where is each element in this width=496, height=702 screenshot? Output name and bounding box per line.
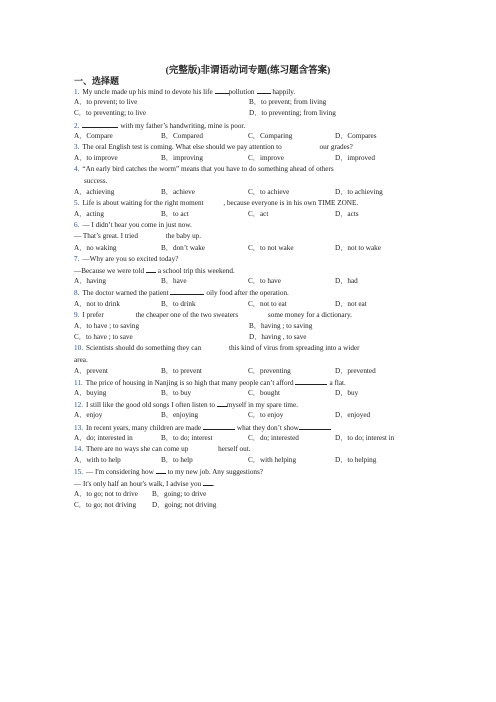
option[interactable]: B．to drink	[161, 299, 196, 308]
option[interactable]: D．not eat	[335, 299, 367, 308]
option[interactable]: A．to go; not to drive	[74, 489, 138, 498]
option[interactable]: C．Comparing	[248, 131, 293, 140]
option[interactable]: B．to help	[161, 456, 193, 465]
option[interactable]: C．act	[248, 210, 269, 219]
option[interactable]: C．to have ; to save	[74, 333, 133, 342]
option[interactable]: B．achieve	[161, 187, 195, 196]
option[interactable]: D．enjoyed	[335, 411, 371, 420]
question-list: 1. My uncle made up his mind to devote his life pollution happily. A．to prevent; to live B．to prevent; from living C．to preventing; to live D．to preventing; from living 2. with my father’s handwriting, mine is poor. A．Compare B．Compared C．Comparing D．Compares 3. The oral English test is coming. What else should we pay attention to our grades? A．to improve B．improving C．improve D．improved 4. “An early bird catches the worm” means that you have to do something ahead of others success. A．achieving B．achieve C．to achieve D．to achieving 5. Life is about waiting for the right moment , because everyone is in his own TIME ZONE. A．acting B．to act C．act D．acts 6. — I didn’t hear you come in just now. — That’s great. I tried the baby up. A．no waking B．don’t wake C．to not wake D．not to wake 7. —Why are you so excited today? —Because we were told a school trip this weekend. A．having B．have C．to have D．had 8. The doctor warned the patient oily food after the operation. A．not to drink B．to drink C．not to eat D．not eat 9. I prefer the cheaper one of the two sweaters some money for a dictionary. A．to have ; to saving B．having ; to saving C．to have ; to save D．having , to save 10. Scientists should do something they can this kind of virus from spreading into a wider area. A．prevent B．to prevent C．preventing D．prevented 11. The price of housing in Nanjing is so high that many people can’t afford a flat. A．buying B．to buy C．bought D．buy 12. I still like the good old songs I often listen to myself in my spare time. A．enjoy B．enjoying C．to enjoy D．enjoyed 13. In recent years, many children are made what they don’t show A．do; interested in B．to do; interest C．do; interested D．to do; interest in 14. There are no ways she can come up herself out. A．with to help B．to help C．with helping D．to helping 15. — I'm considering how to my new job. Any suggestions? — It's only half an hour's walk, I advise you . A．to go; not to drive B．going; to drive C．to go; not driving D．going; not driving	[74, 86, 434, 511]
option[interactable]: A．achieving	[74, 187, 115, 196]
option[interactable]: A．to improve	[74, 154, 118, 163]
question-12: 12. I still like the good old songs I often listen to myself in my spare time.	[74, 401, 299, 410]
option[interactable]: C．to enjoy	[248, 411, 284, 420]
option[interactable]: C．bought	[248, 389, 280, 398]
option[interactable]: A．buying	[74, 389, 107, 398]
option[interactable]: D．to achieving	[335, 187, 383, 196]
option[interactable]: B．improving	[161, 154, 203, 163]
question-2: 2. with my father’s handwriting, mine is poor.	[74, 121, 246, 130]
option[interactable]: A．to have ; to saving	[74, 321, 140, 330]
option[interactable]: B．to prevent	[161, 366, 202, 375]
question-4: 4. “An early bird catches the worm” means that you have to do something ahead of others	[74, 165, 334, 174]
question-13: 13. In recent years, many children are made what they don’t show	[74, 422, 434, 433]
option[interactable]: C．with helping	[248, 456, 297, 465]
question-8: 8. The doctor warned the patient oily food after the operation.	[74, 289, 289, 298]
option[interactable]: C．improve	[248, 154, 284, 163]
question-14: 14. There are no ways she can come up herself out.	[74, 445, 251, 453]
option[interactable]: B．Compared	[161, 131, 203, 140]
option[interactable]: D．Compares	[335, 131, 377, 140]
option[interactable]: B．to buy	[161, 389, 192, 398]
option[interactable]: B．don’t wake	[161, 243, 205, 252]
option[interactable]: A．with to help	[74, 456, 121, 465]
option[interactable]: B．enjoying	[161, 411, 199, 420]
option[interactable]: B．have	[161, 277, 187, 286]
question-10: 10. Scientists should do something they can this kind of virus from spreading into a wider	[74, 344, 360, 353]
option[interactable]: D．to helping	[335, 456, 377, 465]
option[interactable]: D．acts	[335, 210, 359, 219]
option[interactable]: B．to do; interest	[161, 433, 213, 442]
question-9: 9. I prefer the cheaper one of the two sweaters some money for a dictionary.	[74, 310, 352, 319]
document-title: (完整版)非谓语动词专题(练习题含答案)	[165, 66, 331, 76]
option[interactable]: D．having , to save	[249, 333, 307, 342]
question-11: 11. The price of housing in Nanjing is so high that many people can’t afford a flat.	[74, 378, 346, 387]
option[interactable]: A．to prevent; to live	[74, 98, 138, 107]
question-6: 6. — I didn’t hear you come in just now.	[74, 221, 192, 230]
option[interactable]: C．do; interested	[248, 433, 299, 442]
option[interactable]: C．to achieve	[248, 187, 290, 196]
option[interactable]: C．to have	[248, 277, 281, 286]
option[interactable]: A．acting	[74, 210, 104, 219]
option[interactable]: B．to act	[161, 210, 189, 219]
section-heading: 一、选择题	[74, 76, 120, 86]
question-1: 1. My uncle made up his mind to devote his life pollution happily.	[74, 88, 296, 96]
option[interactable]: A．having	[74, 277, 106, 286]
option[interactable]: C．preventing	[248, 366, 291, 375]
option[interactable]: A．enjoy	[74, 411, 103, 420]
option[interactable]: A．do; interested in	[74, 433, 133, 442]
option[interactable]: A．no waking	[74, 243, 117, 252]
option[interactable]: B．to prevent; from living	[249, 98, 327, 107]
option[interactable]: A．prevent	[74, 366, 108, 375]
option[interactable]: C．to not wake	[248, 243, 294, 252]
option[interactable]: B．going; to drive	[152, 489, 207, 498]
question-5: 5. Life is about waiting for the right moment , because everyone is in his own TIME ZONE.	[74, 198, 359, 207]
option[interactable]: A．Compare	[74, 131, 113, 140]
option[interactable]: D．to do; interest in	[335, 433, 395, 442]
option[interactable]: C．to go; not driving	[74, 500, 137, 509]
option[interactable]: D．going; not driving	[152, 500, 217, 509]
question-15: 15. — I'm considering how to my new job. Any suggestions?	[74, 468, 263, 477]
option[interactable]: D．not to wake	[335, 243, 381, 252]
option[interactable]: D．had	[335, 277, 358, 286]
option[interactable]: A．not to drink	[74, 299, 120, 308]
option[interactable]: D．buy	[335, 389, 359, 398]
option[interactable]: D．to preventing; from living	[249, 109, 336, 118]
question-7: 7. —Why are you so excited today?	[74, 254, 179, 263]
option[interactable]: C．not to eat	[248, 299, 287, 308]
option[interactable]: C．to preventing; to live	[74, 109, 147, 118]
option[interactable]: B．having ; to saving	[249, 321, 313, 330]
option[interactable]: D．improved	[335, 154, 375, 163]
option[interactable]: D．prevented	[335, 366, 376, 375]
question-3: 3. The oral English test is coming. What else should we pay attention to our grades?	[74, 142, 353, 151]
